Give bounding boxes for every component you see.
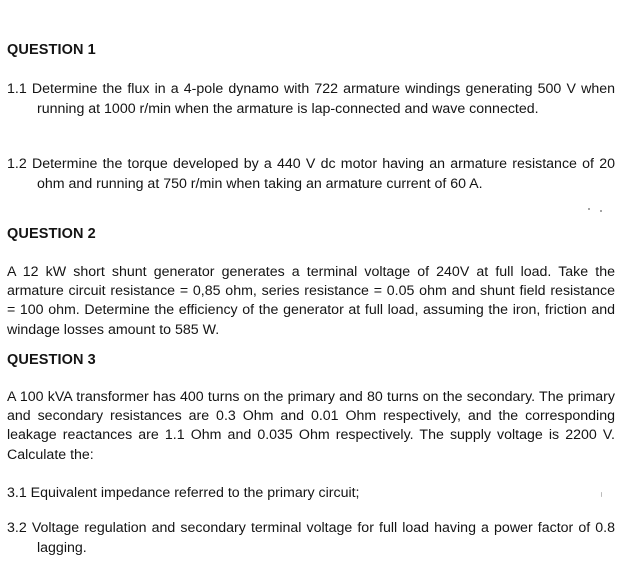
question-3-1: 3.1 Equivalent impedance referred to the primary circuit;: [7, 485, 360, 501]
question-3-text: A 100 kVA transformer has 400 turns on the primary and 80 turns on the secondary. The primary and secondary resistances are 0.3 Ohm and 0.01 Ohm respectively, and the corresponding leakage reactances are 1.1 Ohm and 0.035 Ohm respectively. The supply voltage is 2200 V. Calculate the:: [7, 389, 615, 463]
question-2-text: A 12 kW short shunt generator generates a terminal voltage of 240V at full load. Take the armature circuit resistance = 0,85 ohm, series resistance = 0.05 ohm and shunt field resistance = 100 ohm. Determine the efficiency of the generator at full load, assuming the iron, friction and windage losses amount to 585 W.: [7, 264, 615, 338]
question-2-heading: QUESTION 2: [7, 226, 96, 242]
question-3-2: 3.2 Voltage regulation and secondary terminal voltage for full load having a power factor of 0.8 lagging.: [7, 520, 615, 556]
question-1-heading: QUESTION 1: [7, 42, 96, 58]
question-1-2-number: 1.2: [7, 156, 27, 172]
scan-speck: [600, 210, 602, 212]
question-1-1: [7, 80, 615, 119]
question-1-1-number: 1.1: [7, 81, 27, 97]
question-1-2: [7, 155, 615, 194]
scan-speck: [601, 492, 602, 497]
scan-speck: [588, 208, 590, 210]
question-3-heading: QUESTION 3: [7, 352, 96, 368]
question-1-2-text: Determine the torque developed by a 440 V dc motor having an armature resistance of 20 ohm and running at 750 r/min when taking an armature current of 60 A.: [31, 156, 615, 192]
question-1-1-text: Determine the flux in a 4-pole dynamo with 722 armature windings generating 500 V when running at 1000 r/min when the armature is lap-connected and wave connected.: [31, 81, 615, 117]
